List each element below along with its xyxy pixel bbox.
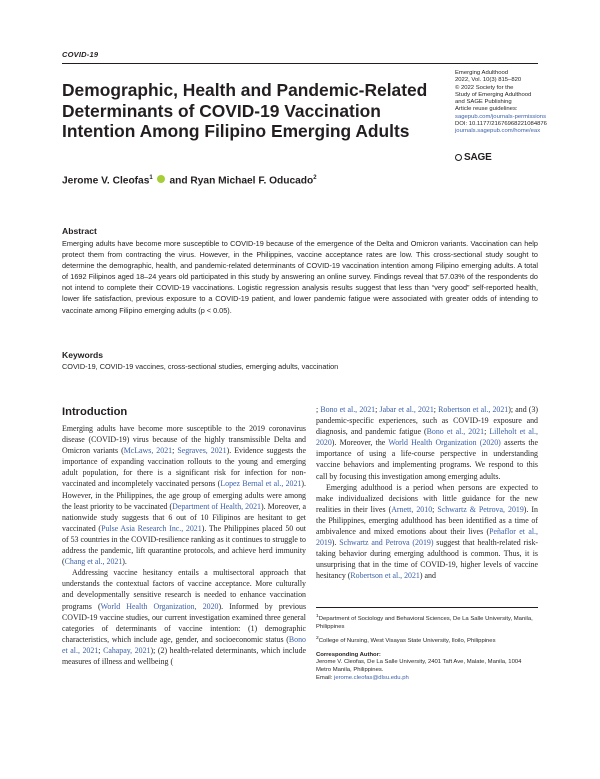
citation-link[interactable]: Schwartz and Petrova (2019) — [339, 538, 434, 548]
affiliation: $^2$College of Nursing, West Visayas State University, Iloilo, Philippines — [316, 636, 496, 645]
citation-link[interactable]: World Health Organization (2020) — [388, 438, 501, 448]
citation-link[interactable]: Department of Health, 2021 — [172, 501, 261, 511]
journal-meta — [455, 70, 565, 136]
citation-link[interactable]: Chang et al., 2021 — [64, 557, 123, 567]
citation-link[interactable]: Segraves, 2021 — [177, 446, 227, 456]
citation-link[interactable]: Lopez Bernal et al., 2021 — [220, 479, 302, 489]
citation-link[interactable]: McLaws, 2021 — [123, 446, 173, 456]
citation-link[interactable]: Lilleholt et al., 2020 — [316, 427, 538, 448]
body-column-left — [62, 423, 306, 667]
affiliation: $^1$Department of Sociology and Behavioral Sciences, De La Salle University, Manila, Philippines — [316, 614, 533, 630]
sage-logo — [455, 152, 492, 163]
author-name: Jerome V. Cleofas — [62, 175, 150, 187]
citation-link[interactable]: Cahapay, 2021 — [103, 645, 151, 655]
sage-logo-mark-icon — [455, 154, 462, 161]
author-name: Ryan Michael F. Oducado — [190, 175, 314, 187]
citation-link[interactable]: Robertson et al., 2021 — [350, 571, 420, 581]
doi[interactable]: DOI: 10.1177/21676968221084876 — [455, 121, 547, 128]
orcid-icon[interactable] — [157, 175, 165, 183]
copyright-line: © 2022 Society for the — [455, 84, 514, 91]
citation-link[interactable]: Jabar et al., 2021 — [379, 405, 434, 414]
copyright-line: and SAGE Publishing — [455, 99, 512, 106]
paragraph: Emerging adulthood is a period when persons are expected to make individualized decisions with little guidance for the new realities in their lives (Arnett, 2010; Schwartz & Petrova, 2019). In the Philippines, emerging adulthood has been identified as a time of ambivalence and mixed emotions about their lives (Peñaflor et al., 2019). Schwartz and Petrova (2019) suggest that health-related risk-taking behavior during emerging adulthood is common. Thus, it is unsurprising that in the time of COVID-19, higher levels of vaccine hesitancy (Robertson et al., 2021) and — [316, 482, 539, 581]
email-line: Email: jerome.cleofas@dlsu.edu.ph — [316, 674, 409, 681]
citation-link[interactable]: Robertson et al., 2021 — [438, 405, 509, 414]
corresponding-author-address: Jerome V. Cleofas, De La Salle University, 2401 Taft Ave, Malate, Manila, 1004 Metro Manila, Philippines. — [316, 659, 522, 673]
corresponding-author-heading: Corresponding Author: — [316, 651, 381, 658]
abstract-text: Emerging adults have become more susceptible to COVID-19 because of the emergence of the Delta and Omicron variants. Vaccination can help protect them from contracting the virus. However, in the Philippines, vaccine acceptance rates are low. This cross-sectional study sought to determine the demographic, health, and pandemic-related determinants of COVID-19 vaccination intention among Filipino emerging adults. A total of 1692 Filipinos aged 18–24 years old participated in this study by answering an online survey. Findings reveal that 57.03% of the respondents do not intend to complete their COVID-19 vaccinations. Logistic regression analysis results suggest that less than “very good” self-reported health, lower life satisfaction, previous exposure to a COVID-19 patient, and lower pandemic fatigue were associated with greater odds of intending to vaccinate among Filipino emerging adults (p < 0.05). — [62, 239, 538, 315]
footnote-rule — [316, 607, 538, 608]
journal-name: Emerging Adulthood — [455, 70, 509, 76]
header-rule — [62, 63, 538, 64]
keywords-text: COVID-19, COVID-19 vaccines, cross-sectional studies, emerging adults, vaccination — [62, 362, 339, 371]
citation-link[interactable]: Bono et al., 2021 — [320, 405, 376, 414]
journal-homepage-link[interactable]: journals.sagepub.com/home/eax — [455, 128, 541, 135]
keywords-heading: Keywords — [62, 350, 104, 360]
permissions-link[interactable]: sagepub.com/journals-permissions — [455, 113, 547, 120]
affiliation-sup: 2 — [313, 175, 317, 181]
citation-link[interactable]: Peñaflor et al., 2019 — [316, 527, 538, 548]
reuse-label: Article reuse guidelines: — [455, 106, 518, 113]
citation-link[interactable]: Arnett, 2010 — [391, 504, 433, 514]
paragraph: ; Bono et al., 2021; Jabar et al., 2021; Robertson et al., 2021); and (3) pandemic-specific experiences, such as COVID-19 exposure and diagnosis, and pandemic fatigue (Bono et al., 2021; Lilleholt et al., 2020). Moreover, the World Health Organization (2020) asserts the importance of using a life-course perspective in understanding vaccine behaviors and implementing programs. We respond to this call by focusing this investigation among emerging adults. — [316, 405, 539, 481]
sage-logo-text: SAGE — [464, 152, 492, 163]
body-column-right — [316, 404, 538, 582]
citation-link[interactable]: World Health Organization, 2020 — [100, 601, 219, 611]
author-line — [62, 175, 317, 186]
article-title: Demographic, Health and Pandemic-Related Determinants of COVID-19 Vaccination Intention Among Filipino Emerging Adults — [62, 80, 428, 141]
abstract-heading: Abstract — [62, 226, 97, 236]
section-heading: Introduction — [62, 406, 128, 418]
footnotes — [316, 613, 538, 682]
affiliation-sup: 1 — [149, 175, 153, 181]
citation-link[interactable]: Pulse Asia Research Inc., 2021 — [101, 523, 202, 533]
paragraph: Emerging adults have become more susceptible to the 2019 coronavirus disease (COVID-19) virus because of the highly transmissible Delta and Omicron variants (McLaws, 2021; Segraves, 2021). Evidence suggests the importance of expanding vaccination rollouts to the young and emerging adult population, for there is a significant risk for infection for non-vaccinated and incompletely vaccinated persons (Lopez Bernal et al., 2021). However, in the Philippines, the age group of emerging adults were among the least priority to be vaccinated (Department of Health, 2021). Moreover, a nationwide study suggests that 6 out of 10 Filipinos are hesitant to get vaccinated (Pulse Asia Research Inc., 2021). The Philippines placed 50 out of 53 countries in the COVID-resilience ranking as it continues to struggle to address the pandemic, lift quarantine protocols, and achieve herd immunity (Chang et al., 2021). — [62, 424, 306, 567]
copyright-line: Study of Emerging Adulthood — [455, 91, 532, 98]
citation-link[interactable]: Bono et al., 2021 — [426, 427, 485, 437]
citation-link[interactable]: Schwartz & Petrova, 2019 — [437, 504, 524, 514]
journal-volume: 2022, Vol. 10(3) 815–820 — [455, 77, 522, 84]
citation-link[interactable]: Bono et al., 2021 — [62, 634, 306, 655]
paragraph: Addressing vaccine hesitancy entails a multisectoral approach that understands the contextual factors of vaccine acceptance. More culturally and developmentally sensitive research is needed to enhance vaccination programs (World Health Organization, 2020). Informed by previous COVID-19 vaccine studies, our current investigation examined three general categories of determinants of vaccine intention: (1) demographic characteristics, which include age, gender, and socioeconomic status (Bono et al., 2021; Cahapay, 2021); (2) health-related determinants, which include measures of illness and wellbeing ( — [62, 568, 307, 666]
running-head: COVID-19 — [62, 50, 99, 59]
author-connector: and — [169, 175, 188, 187]
email-link[interactable]: jerome.cleofas@dlsu.edu.ph — [334, 674, 409, 681]
